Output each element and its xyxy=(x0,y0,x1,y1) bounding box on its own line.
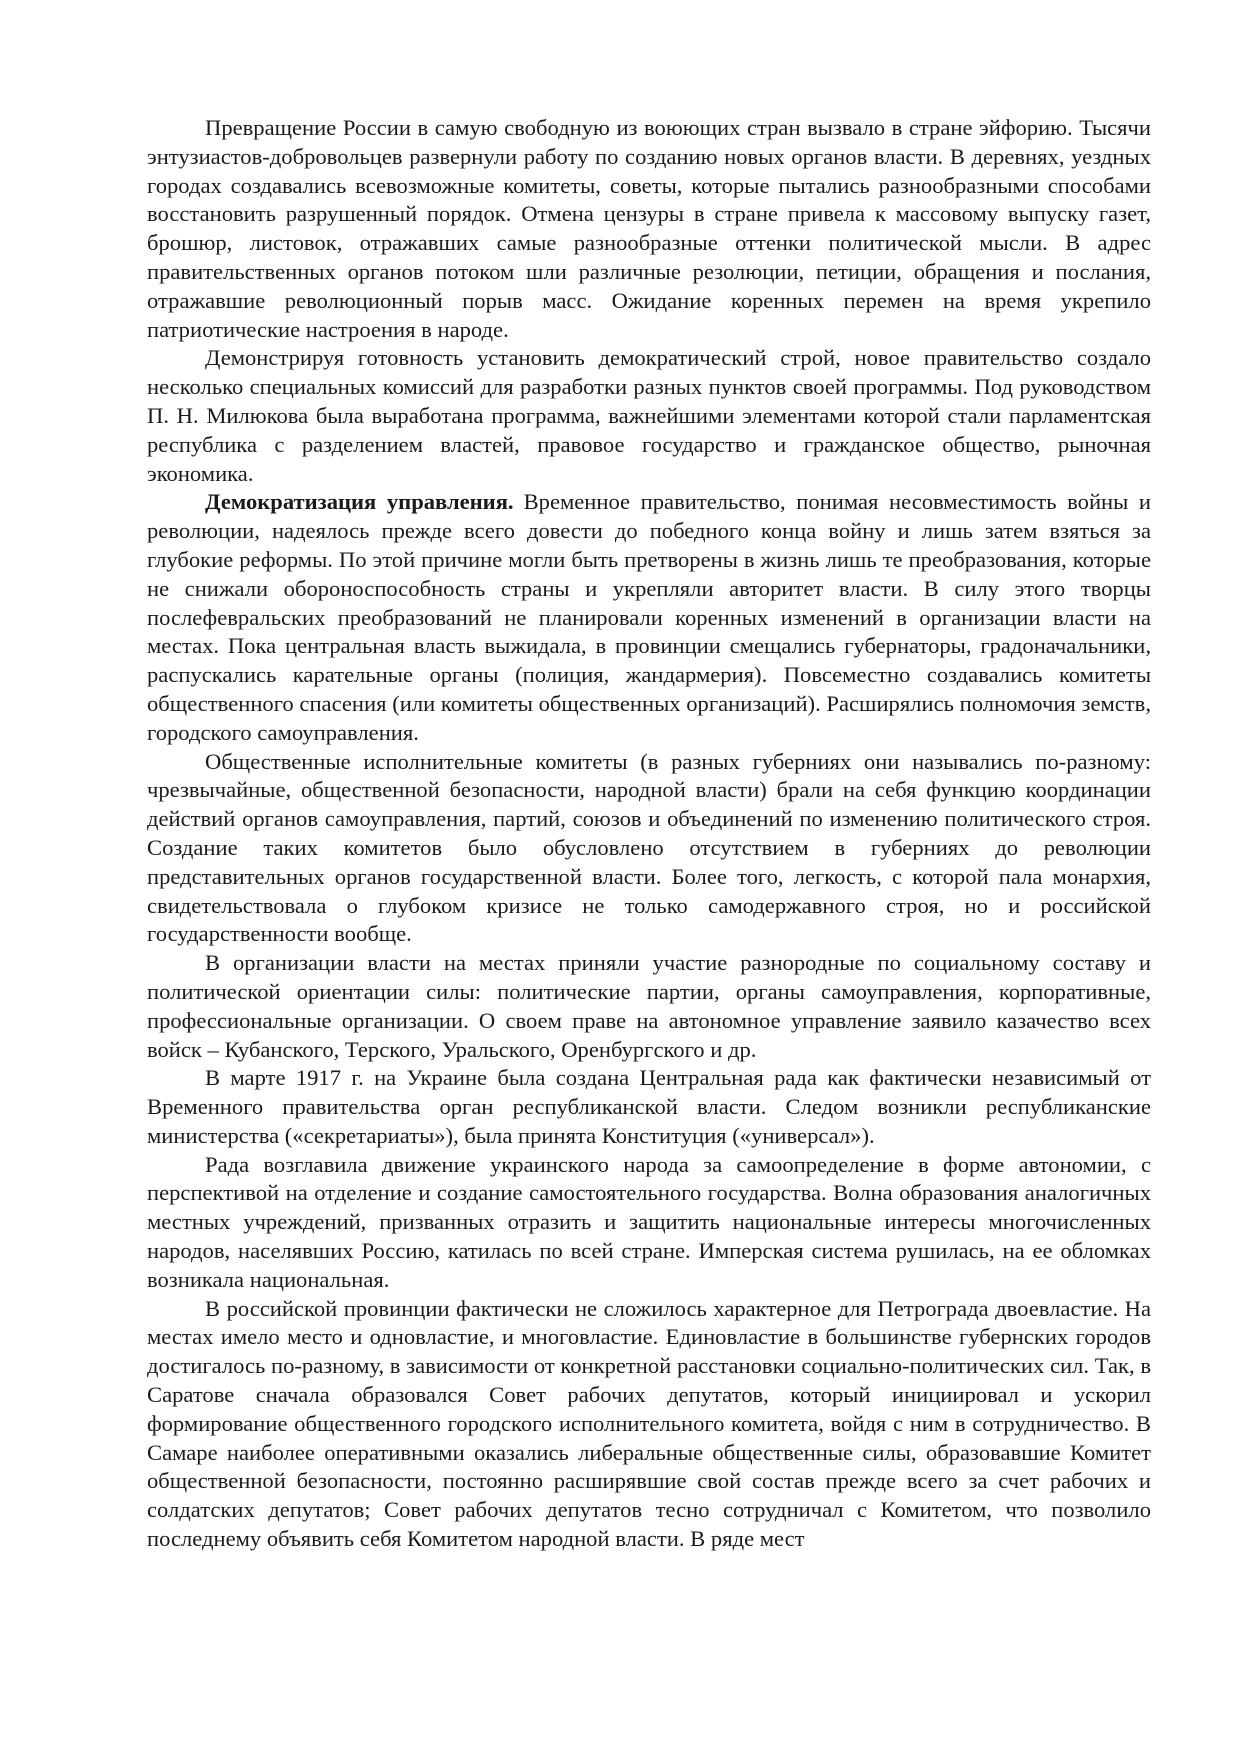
document-page xyxy=(147,114,1151,1554)
paragraph-provincial-power xyxy=(147,1295,1151,1554)
paragraph-rada-movement xyxy=(147,1151,1151,1295)
section-heading: Демократизация управления. xyxy=(205,489,514,515)
paragraph-text: Рада возглавила движение украинского народа за самоопределение в форме автономии, с перспективой на отделение и создание самостоятельного государства. Волна образования аналогичных местных учреждений, призванных отразить и защитить национальные интересы многочисленных народов, населявших Россию, катилась по всей стране. Имперская система рушилась, на ее обломках возникала национальная. xyxy=(147,1151,1151,1292)
paragraph-democratization xyxy=(147,488,1151,747)
paragraph-euphoria xyxy=(147,114,1151,344)
paragraph-text: Общественные исполнительные комитеты (в разных губерниях они назывались по-разному: чрезвычайные, общественной безопасности, народной власти) брали на себя функцию координации действий органов самоуправления, партий, союзов и объединений по изменению политического строя. Создание таких комитетов было обусловлено отсутствием в губерниях до революции представительных органов государственной власти. Более того, легкость, с которой пала монархия, свидетельствовала о глубоком кризисе не только самодержавного строя, но и российской государственности вообще. xyxy=(147,748,1151,947)
paragraph-central-rada xyxy=(147,1064,1151,1150)
paragraph-text: В российской провинции фактически не сложилось характерное для Петрограда двоевластие. На местах имело место и одновластие, и многовластие. Единовластие в большинстве губернских городов достигалось по-разному, в зависимости от конкретной расстановки социально-политических сил. Так, в Саратове сначала образовался Совет рабочих депутатов, который инициировал и ускорил формирование общественного городского исполнительного комитета, войдя с ним в сотрудничество. В Самаре наиболее оперативными оказались либеральные общественные силы, образовавшие Комитет общественной безопасности, постоянно расширявшие свой состав прежде всего за счет рабочих и солдатских депутатов; Совет рабочих депутатов тесно сотрудничал с Комитетом, что позволило последнему объявить себя Комитетом народной власти. В ряде мест xyxy=(147,1295,1151,1552)
paragraph-text: Демонстрируя готовность установить демократический строй, новое правительство создало несколько специальных комиссий для разработки разных пунктов своей программы. Под руководством П. Н. Милюкова была выработана программа, важнейшими элементами которой стали парламентская республика с разделением властей, правовое государство и гражданское общество, рыночная экономика. xyxy=(147,345,1151,486)
paragraph-text: В организации власти на местах приняли участие разнородные по социальному составу и политической ориентации силы: политические партии, органы самоуправления, корпоративные, профессиональные организации. О своем праве на автономное управление заявило казачество всех войск – Кубанского, Терского, Уральского, Оренбургского и др. xyxy=(147,950,1151,1062)
paragraph-text: Временное правительство, понимая несовместимость войны и революции, надеялось прежде всего довести до победного конца войну и лишь затем взяться за глубокие реформы. По этой причине могли быть претворены в жизнь лишь те преобразования, которые не снижали обороноспособность страны и укрепляли авторитет власти. В силу этого творцы послефевральских преобразований не планировали коренных изменений в организации власти на местах. Пока центральная власть выжидала, в провинции смещались губернаторы, градоначальники, распускались карательные органы (полиция, жандармерия). Повсеместно создавались комитеты общественного спасения (или комитеты общественных организаций). Расширялись полномочия земств, городского самоуправления. xyxy=(147,489,1151,745)
paragraph-text: Превращение России в самую свободную из воюющих стран вызвало в стране эйфорию. Тысячи энтузиастов-добровольцев развернули работу по созданию новых органов власти. В деревнях, уездных городах создавались всевозможные комитеты, советы, которые пытались разнообразными способами восстановить разрушенный порядок. Отмена цензуры в стране привела к массовому выпуску газет, брошюр, листовок, отражавших самые разнообразные оттенки политической мысли. В адрес правительственных органов потоком шли различные резолюции, петиции, обращения и послания, отражавшие революционный порыв масс. Ожидание коренных перемен на время укрепило патриотические настроения в народе. xyxy=(147,115,1151,342)
paragraph-government-program xyxy=(147,344,1151,488)
paragraph-local-power xyxy=(147,949,1151,1064)
paragraph-executive-committees xyxy=(147,748,1151,950)
paragraph-text: В марте 1917 г. на Украине была создана Центральная рада как фактически независимый от Временного правительства орган республиканской власти. Следом возникли республиканские министерства («секретариаты»), была принята Конституция («универсал»). xyxy=(147,1065,1151,1148)
